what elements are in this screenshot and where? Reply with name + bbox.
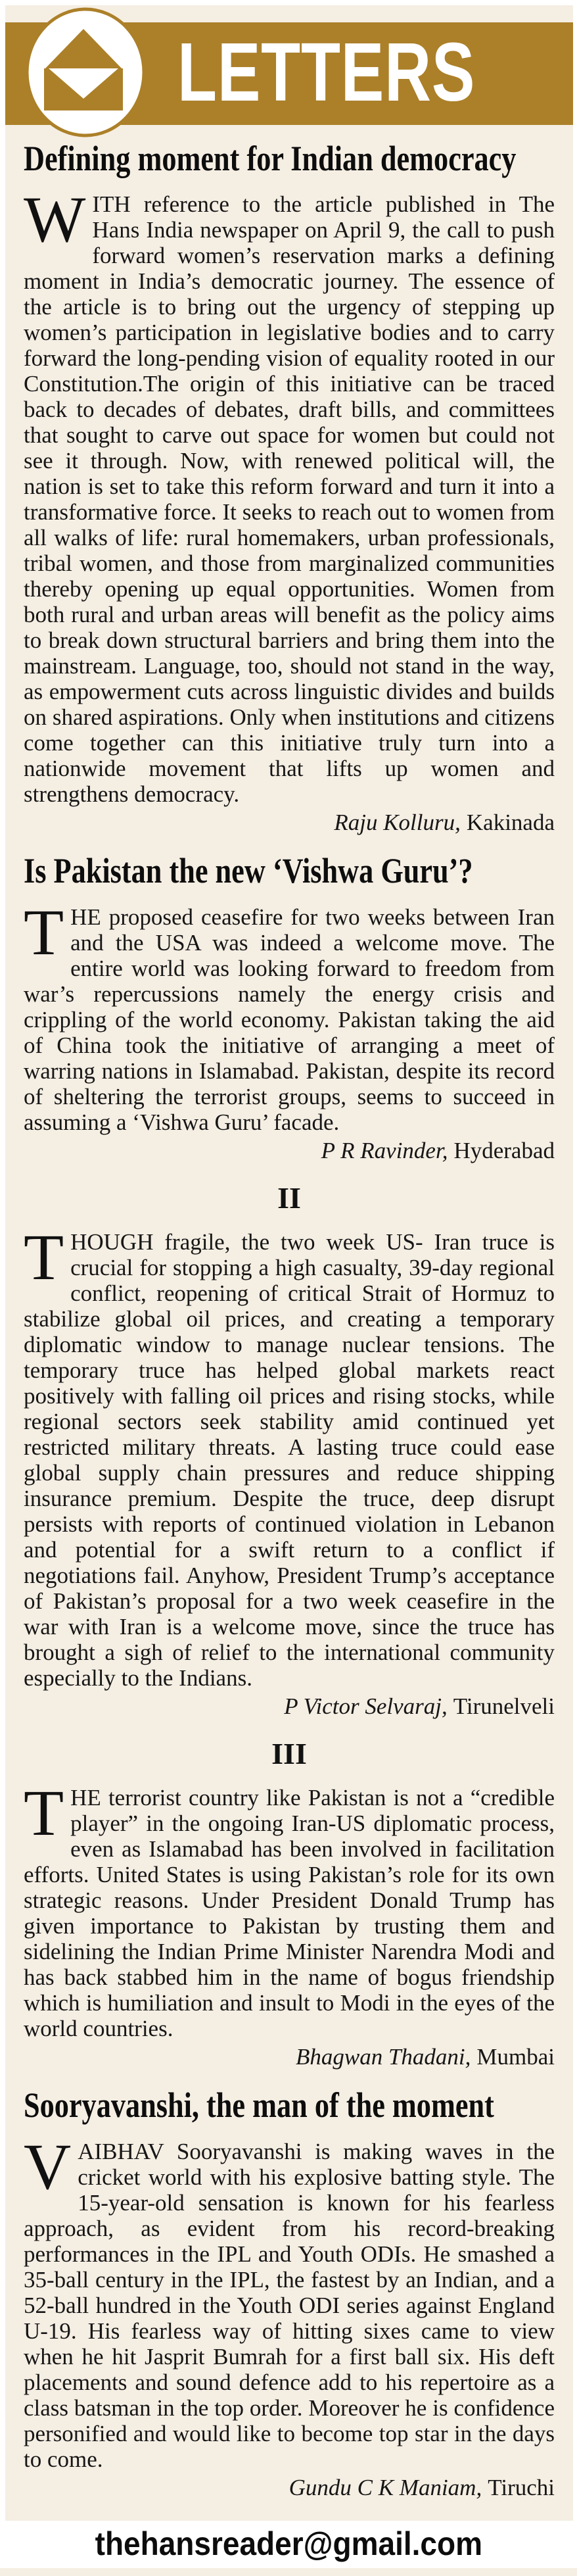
section-numeral: III: [271, 1736, 307, 1770]
signature-place: Mumbai: [476, 2044, 555, 2070]
bottom-strip: [0, 2568, 577, 2576]
signature-name: Gundu C K Maniam,: [288, 2474, 482, 2500]
drop-cap: T: [24, 895, 64, 969]
letter-paragraph: [24, 2129, 555, 2472]
letter-body-text: HOUGH fragile, the two week US- Iran truce is crucial for stopping a high casualty, 39-day regional conflict, reopening of critical Strait of Hormuz to stabilize global oil prices, and creating a temporary diplomatic window to manage nuclear tensions. The temporary truce has helped global markets react positively with falling oil prices and rising stocks, while regional sectors seek stability amid continued yet restricted military threats. A lasting truce could ease global supply chain pressures and reduce shipping insurance premium. Despite the truce, deep disrupt persists with reports of continued violation in Lebanon and potential for a swift return to a conflict if negotiations fail. Anyhow, President Trump’s acceptance of Pakistan’s proposal for a two week ceasefire in the war with Iran is a welcome move, since the truce has brought a sigh of relief to the international community especially to the Indians.: [24, 1228, 555, 1691]
letter-headline: Sooryavanshi, the man of the moment: [24, 2085, 494, 2126]
masthead-band: [5, 22, 573, 125]
letter: [24, 852, 555, 1163]
signature: [24, 1138, 555, 1164]
letters-page: [0, 5, 577, 2576]
signature-name: P Victor Selvaraj,: [284, 1693, 448, 1719]
signature-name: Bhagwan Thadani,: [295, 2044, 471, 2070]
signature-place: Kakinada: [466, 810, 555, 836]
letter-headline: Defining moment for Indian democracy: [24, 139, 517, 178]
letter-paragraph: [24, 895, 555, 1135]
letter: [24, 1180, 555, 1720]
letter-body-text: HE proposed ceasefire for two weeks between Iran and the USA was indeed a welcome move. The entire world was looking forward to freedom from war’s repercussions namely the energy crisis and crippling of the world economy. Pakistan taking the aid of China took the initiative of arranging a meet of warring nations in Islamabad. Pakistan, despite its record of sheltering the terrorist groups, seems to succeed in assuming a ‘Vishwa Guru’ facade.: [24, 904, 555, 1135]
signature-place: Tiruchi: [488, 2474, 555, 2500]
letter-headline: Is Pakistan the new ‘Vishwa Guru’?: [24, 851, 473, 891]
letter-body-text: HE terrorist country like Pakistan is not a “credible player” in the ongoing Iran-US diplomatic process, even as Islamabad has been involved in facilitation efforts. United States is using Pakistan’s role for its own strategic reasons. Under President Donald Trump has given importance to Pakistan by trusting them and sidelining the Indian Prime Minister Narendra Modi and has back stabbed him in the name of bogus friendship which is humiliation and insult to Modi in the eyes of the world countries.: [24, 1785, 555, 2042]
section-numeral: II: [277, 1180, 301, 1215]
letter: [24, 2086, 555, 2500]
signature: [24, 810, 555, 836]
footer-email: thehansreader@gmail.com: [95, 2525, 482, 2562]
letter-paragraph: [24, 1220, 555, 1691]
signature: [24, 2475, 555, 2501]
signature-name: P R Ravinder,: [321, 1137, 448, 1163]
drop-cap: W: [24, 183, 86, 256]
footer-email-band: [0, 2521, 577, 2567]
drop-cap: T: [24, 1776, 64, 1850]
masthead-title: LETTERS: [177, 26, 476, 118]
signature-place: Tirunelveli: [453, 1693, 555, 1719]
letters-badge: [24, 7, 147, 138]
letter-body-text: ITH reference to the article published in The Hans India newspaper on April 9, the call to push forward women’s reservation marks a defining moment in India’s democratic journey. The essence of the article is to bring out the urgency of stepping up women’s participation in legislative bodies and to carry forward the long-pending vision of equality rooted in our Constitution.The origin of this initiative can be traced back to decades of debates, draft bills, and committees that sought to carve out space for women but could not see it through. Now, with renewed political will, the nation is set to take this reform forward and turn it into a transformative force. It seeks to reach out to women from all walks of life: rural homemakers, urban professionals, tribal women, and those from marginalized communities thereby opening up equal opportunities. Women from both rural and urban areas will benefit as the policy aims to break down structural barriers and bring them into the mainstream. Language, too, should not stand in the way, as empowerment cuts across linguistic divides and builds on shared aspirations. Only when institutions and citizens come together can this initiative truly turn into a nationwide movement that lifts up women and strengthens democracy.: [24, 191, 555, 808]
letters-panel: [5, 5, 573, 2521]
letter-paragraph: [24, 183, 555, 808]
letter: [24, 1736, 555, 2070]
drop-cap: T: [24, 1220, 64, 1294]
signature-place: Hyderabad: [453, 1137, 555, 1163]
letter-paragraph: [24, 1776, 555, 2042]
letter: [24, 139, 555, 836]
signature: [24, 1693, 555, 1720]
envelope-icon: [24, 7, 147, 138]
drop-cap: V: [24, 2129, 72, 2203]
signature-name: Raju Kolluru,: [334, 810, 461, 836]
letter-body-text: AIBHAV Sooryavanshi is making waves in the cricket world with his explosive batting style. The 15-year-old sensation is known for his fearless approach, as evident from his record-breaking performances in the IPL and Youth ODIs. He smashed a 35-ball century in the IPL, the fastest by an Indian, and a 52-ball hundred in the Youth ODI series against England U-19. His fearless way of hitting sixes came to view when he hit Jasprit Bumrah for a first ball six. His deft placements and sound defence add to his repertoire as a class batsman in the top order. Moreover he is confidence personified and would like to become top star in the days to come.: [24, 2138, 555, 2472]
signature: [24, 2044, 555, 2070]
